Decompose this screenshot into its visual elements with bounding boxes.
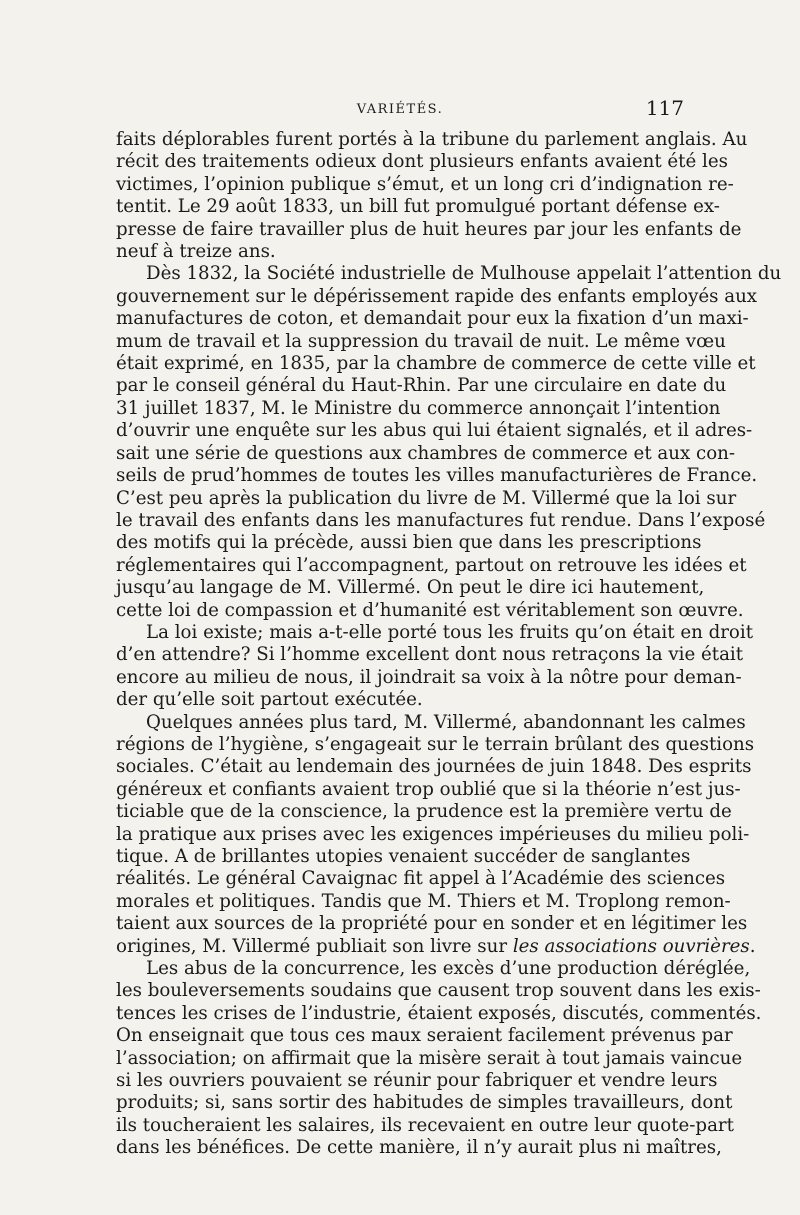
text-line: tique. A de brillantes utopies venaient succéder de sanglantes <box>116 846 691 867</box>
text-fragment: origines, M. Villermé publiait son livre sur <box>116 935 513 957</box>
text-line: manufactures de coton, et demandait pour eux la fixation d’un maxi- <box>116 308 749 330</box>
text-line: généreux et confiants avaient trop oublié que si la théorie n’est jus- <box>116 778 741 800</box>
text-line: Quelques années plus tard, M. Villermé, abandonnant les calmes <box>146 711 746 733</box>
text-line: jusqu’au langage de M. Villermé. On peut le dire ici hautement, <box>116 577 705 599</box>
text-line: gouvernement sur le dépérissement rapide des enfants employés aux <box>116 285 758 307</box>
paragraph <box>116 958 762 1160</box>
running-title: VARIÉTÉS. <box>356 102 444 117</box>
text-line: presse de faire travailler plus de huit heures par jour les enfants de <box>116 218 742 240</box>
paragraph <box>116 129 748 263</box>
text-line: si les ouvriers pouvaient se réunir pour fabriquer et vendre leurs <box>116 1070 718 1092</box>
text-line: la pratique aux prises avec les exigences impérieuses du milieu poli- <box>116 823 750 845</box>
book-title-italic: les associations ouvrières <box>512 935 750 957</box>
page-header <box>116 92 684 126</box>
body-text <box>116 129 782 1160</box>
page-number: 117 <box>645 96 684 120</box>
text-line: ticiable que de la conscience, la prudence est la première vertu de <box>116 801 732 823</box>
text-line: par le conseil général du Haut-Rhin. Par une circulaire en date du <box>116 375 727 397</box>
text-line: Dès 1832, la Société industrielle de Mulhouse appelait l’attention du <box>146 263 782 285</box>
text-line: sait une série de questions aux chambres de commerce et aux con- <box>116 442 735 464</box>
text-fragment: . <box>749 935 756 957</box>
text-line: tences les crises de l’industrie, étaient exposés, discutés, commentés. <box>116 1002 762 1024</box>
text-line: La loi existe; mais a-t-elle porté tous les fruits qu’on était en droit <box>146 621 753 643</box>
text-line: les bouleversements soudains que causent trop souvent dans les exis- <box>116 980 761 1002</box>
text-line: d’ouvrir une enquête sur les abus qui lui étaient signalés, et il adres- <box>116 420 753 442</box>
text-line: Les abus de la concurrence, les excès d’une production déréglée, <box>146 958 751 980</box>
text-line: taient aux sources de la propriété pour en sonder et en légitimer les <box>116 913 748 935</box>
text-line: d’en attendre? Si l’homme excellent dont nous retraçons la vie était <box>116 644 744 666</box>
text-line: le travail des enfants dans les manufactures fut rendue. Dans l’exposé <box>116 509 766 531</box>
text-line: morales et politiques. Tandis que M. Thiers et M. Troplong remon- <box>116 890 731 912</box>
text-line: seils de prud’hommes de toutes les villes manufacturières de France. <box>116 465 758 487</box>
text-line: victimes, l’opinion publique s’émut, et un long cri d’indignation re- <box>116 173 734 195</box>
text-line: der qu’elle soit partout exécutée. <box>116 689 423 711</box>
text-line: mum de travail et la suppression du travail de nuit. Le même vœu <box>116 330 726 352</box>
text-line: 31 juillet 1837, M. le Ministre du commerce annonçait l’intention <box>116 397 721 419</box>
paragraph <box>116 711 756 958</box>
text-line: encore au milieu de nous, il joindrait sa voix à la nôtre pour deman- <box>116 666 742 688</box>
text-line: était exprimé, en 1835, par la chambre de commerce de cette ville et <box>116 353 756 375</box>
text-line: réglementaires qui l’accompagnent, partout on retrouve les idées et <box>116 554 747 576</box>
text-line: réalités. Le général Cavaignac fit appel à l’Académie des sciences <box>116 868 726 890</box>
text-line: régions de l’hygiène, s’engageait sur le terrain brûlant des questions <box>116 733 755 755</box>
text-line: produits; si, sans sortir des habitudes de simples travailleurs, dont <box>116 1092 733 1114</box>
text-line: neuf à treize ans. <box>116 241 276 263</box>
text-line: C’est peu après la publication du livre de M. Villermé que la loi sur <box>116 487 737 509</box>
text-line: sociales. C’était au lendemain des journées de juin 1848. Des esprits <box>116 756 752 778</box>
text-line: cette loi de compassion et d’humanité est véritablement son œuvre. <box>116 599 744 621</box>
text-line: récit des traitements odieux dont plusieurs enfants avaient été les <box>116 151 728 173</box>
text-line: faits déplorables furent portés à la tribune du parlement anglais. Au <box>116 129 748 150</box>
text-line <box>116 935 756 958</box>
text-line: dans les bénéfices. De cette manière, il n’y aurait plus ni maîtres, <box>116 1137 722 1159</box>
text-line: ils toucheraient les salaires, ils recevaient en outre leur quote-part <box>116 1114 734 1136</box>
text-line: des motifs qui la précède, aussi bien que dans les prescriptions <box>116 532 702 554</box>
paragraph <box>116 263 782 622</box>
text-line: On enseignait que tous ces maux seraient facilement prévenus par <box>116 1025 733 1047</box>
text-line: tentit. Le 29 août 1833, un bill fut promulgué portant défense ex- <box>116 196 720 218</box>
text-line: l’association; on affirmait que la misère serait à tout jamais vaincue <box>116 1047 743 1069</box>
paragraph <box>116 621 753 712</box>
